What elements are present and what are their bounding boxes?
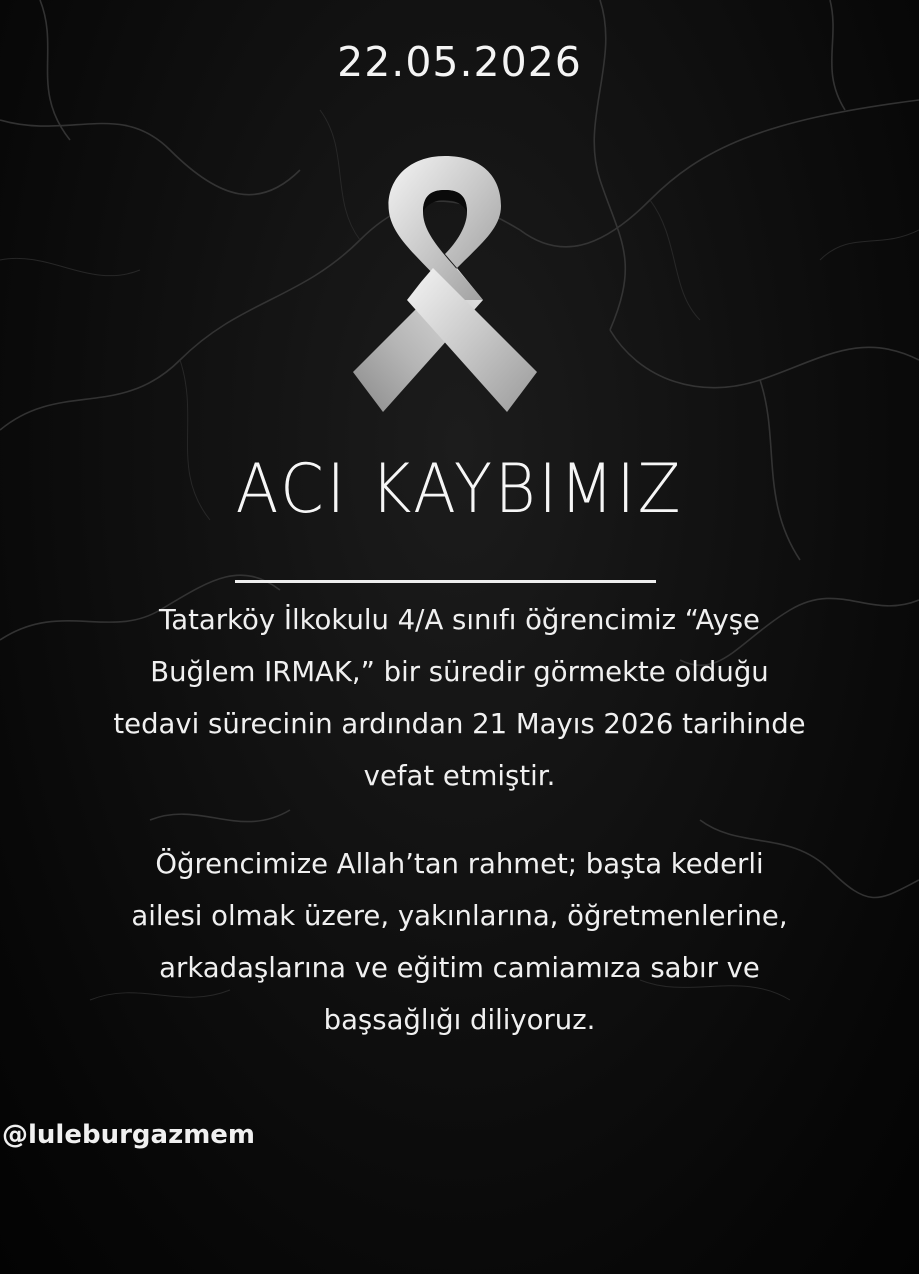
announcement-paragraph: Tatarköy İlkokulu 4/A sınıfı öğrencimiz “Ayşe Buğlem IRMAK,” bir süredir görmekte olduğu tedavi sürecinin ardından 21 Mayıs 2026 tarihinde vefat etmiştir. [113,604,806,792]
title: ACI KAYBIMIZ [235,450,684,529]
mourning-ribbon-icon [345,150,545,412]
divider-line [235,580,656,583]
condolence-paragraph: Öğrencimize Allah’tan rahmet; başta kederli ailesi olmak üzere, yakınlarına, öğretmenlerine, arkadaşlarına ve eğitim camiamıza sabır ve başsağlığı diliyoruz. [131,848,788,1036]
date-text: 22.05.2026 [337,38,582,86]
social-handle: @luleburgazmem [2,1120,256,1150]
